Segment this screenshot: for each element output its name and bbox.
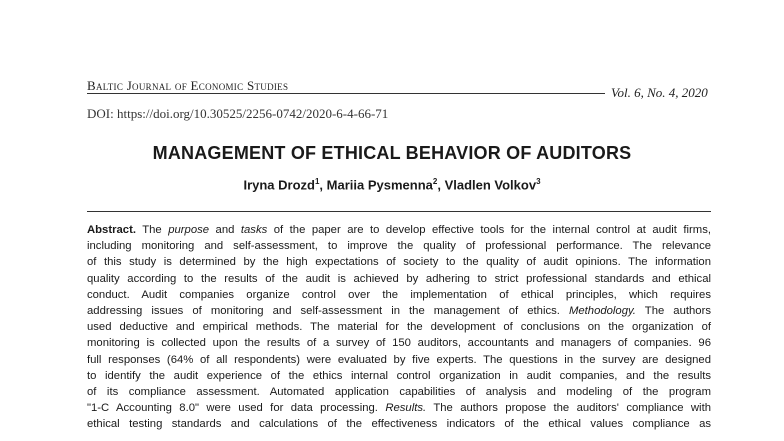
abstract-line xyxy=(87,254,711,270)
abstract-emphasis: tasks xyxy=(240,224,268,236)
abstract-rule xyxy=(87,211,711,212)
abstract-emphasis: purpose xyxy=(168,224,210,236)
abstract-text: of its compliance assessment. Automated application capabilities of analysis and modeling of the program xyxy=(87,386,711,399)
author-name: Iryna Drozd xyxy=(243,177,315,193)
abstract-emphasis: Methodology. xyxy=(568,305,636,318)
abstract-text: of the paper are to develop effective tools for the internal control at audit firms, xyxy=(267,224,711,236)
doi-link[interactable]: DOI: https://doi.org/10.30525/2256-0742/2020-6-4-66-71 xyxy=(87,106,389,121)
paper-title: MANAGEMENT OF ETHICAL BEHAVIOR OF AUDITORS xyxy=(152,143,632,163)
authors-line xyxy=(0,177,784,192)
abstract-line xyxy=(87,238,711,254)
abstract-text: monitoring is collected upon the results of a survey of 150 auditors, accountants and managers of companies. 96 xyxy=(87,337,711,350)
abstract-line xyxy=(87,287,711,303)
journal-name: Baltic Journal of Economic Studies xyxy=(87,78,289,93)
abstract-text: full responses (64% of all respondents) were evaluated by five experts. The questions in the survey are designed xyxy=(87,353,711,366)
abstract-line xyxy=(87,319,711,335)
author-name: Vladlen Volkov xyxy=(444,177,537,193)
abstract-line xyxy=(87,303,711,319)
author-affiliation-mark: 1 xyxy=(314,177,320,186)
abstract-text: addressing issues of monitoring and self-assessment in the management of ethics. xyxy=(87,305,569,318)
abstract-text: quality according to the results of the audit is achieved by adhering to strict professional standards and ethical xyxy=(87,272,711,285)
author-separator: , xyxy=(319,177,327,193)
abstract-text: The xyxy=(135,224,169,236)
abstract-emphasis: Results. xyxy=(385,402,427,415)
abstract-text: The authors xyxy=(635,305,711,318)
author-separator: , xyxy=(437,177,445,193)
abstract-line xyxy=(87,400,711,416)
abstract-line xyxy=(87,384,711,400)
author-affiliation-mark: 3 xyxy=(536,177,541,186)
abstract-text: "1-C Accounting 8.0" were used for data processing. xyxy=(87,402,386,415)
abstract-line xyxy=(87,416,711,432)
abstract-text: to identify the audit experience of the ethics internal control organization in audit companies, and the results xyxy=(87,369,711,382)
abstract-text: The authors propose the auditors' compliance with xyxy=(426,402,711,415)
abstract-line xyxy=(87,222,711,238)
abstract-line xyxy=(87,352,711,368)
abstract-line xyxy=(87,271,711,287)
abstract-line xyxy=(87,368,711,384)
abstract-text: of this study is determined by the high expectations of society to the quality of audit opinions. The information xyxy=(87,256,711,269)
abstract-text: ethical testing standards and calculations of the effectiveness indicators of the ethical values compliance as xyxy=(87,418,711,431)
author-name: Mariia Pysmenna xyxy=(326,177,433,193)
author-affiliation-mark: 2 xyxy=(432,177,438,186)
abstract-label: Abstract. xyxy=(87,224,136,236)
header-rule xyxy=(87,93,605,94)
abstract-text: including monitoring and self-assessment, to improve the quality of professional performance. The relevance xyxy=(87,240,711,253)
abstract-line xyxy=(87,335,711,351)
abstract-text: and xyxy=(209,224,241,236)
volume-info: Vol. 6, No. 4, 2020 xyxy=(611,85,708,100)
abstract-body xyxy=(87,222,711,433)
abstract-text: conduct. Audit companies organize control over the implementation of ethical principles, which requires xyxy=(87,288,711,301)
abstract-text: used deductive and empirical methods. The material for the development of conclusions on the organization of xyxy=(87,321,711,334)
